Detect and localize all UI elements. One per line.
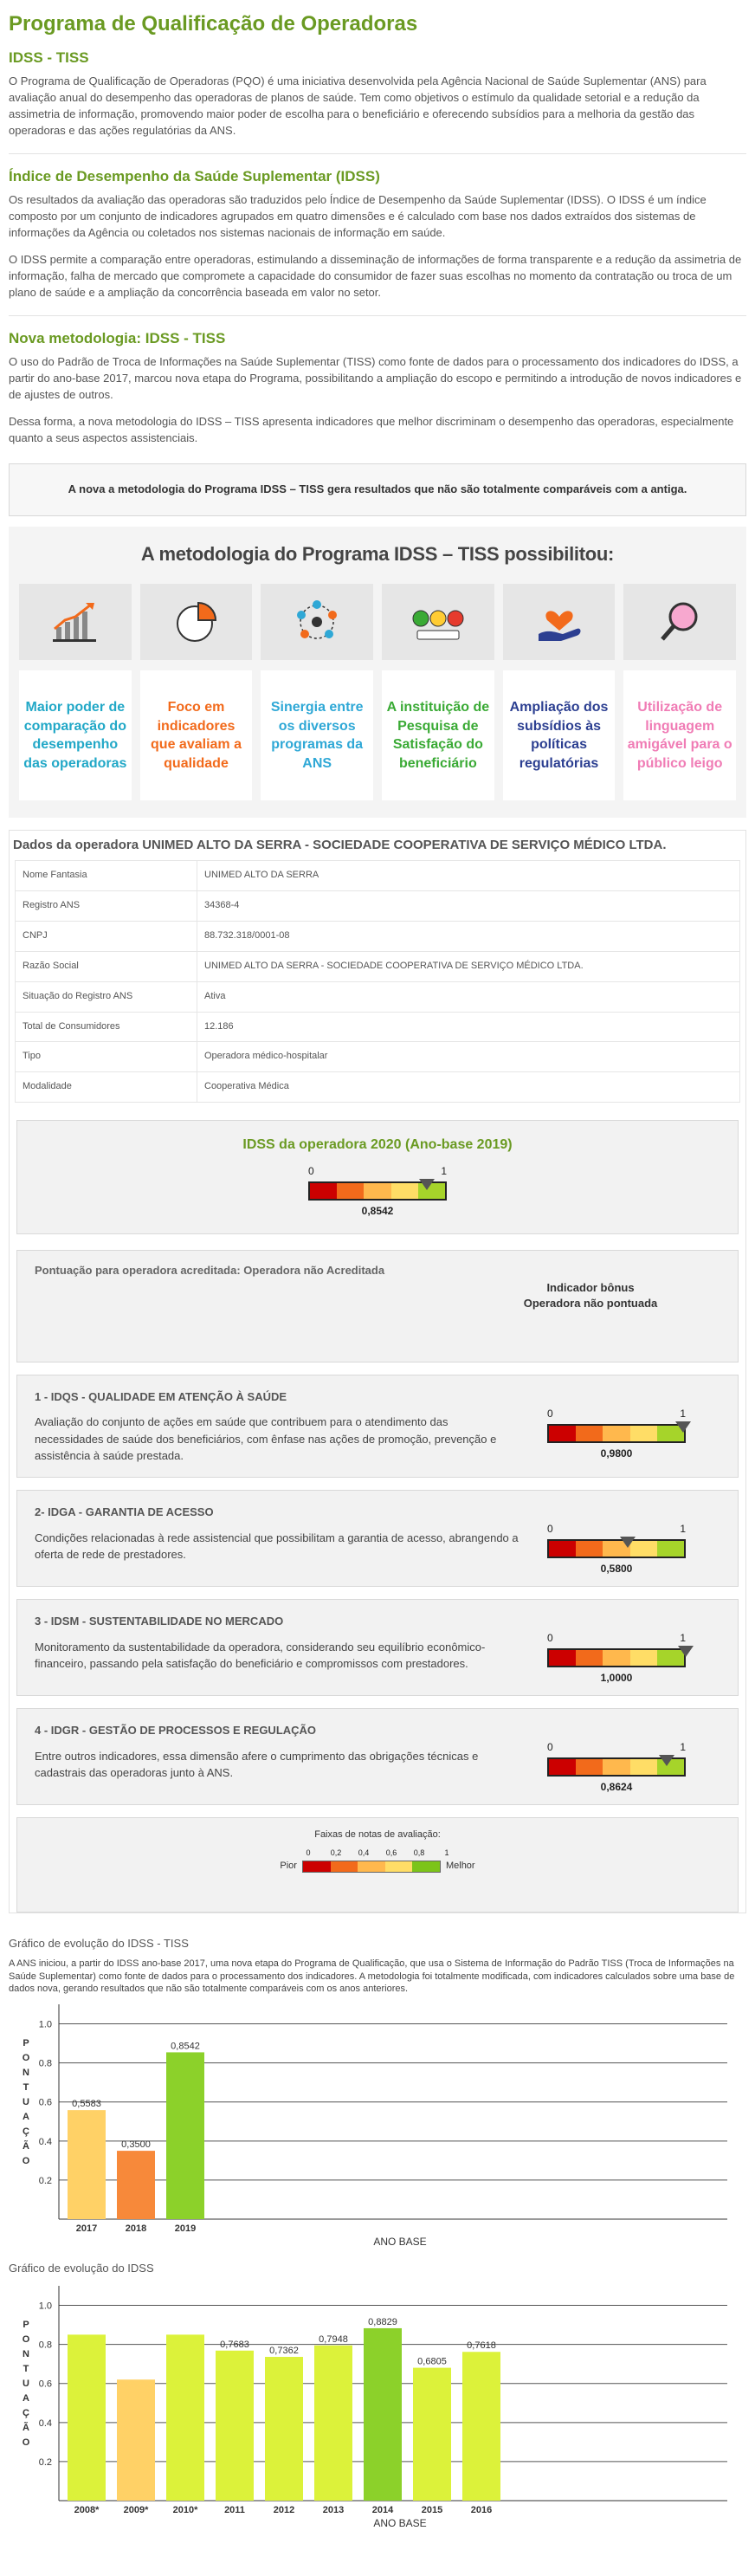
- gauge-segment: [603, 1759, 629, 1775]
- bar: [216, 2351, 254, 2501]
- indicator-title: 4 - IDGR - GESTÃO DE PROCESSOS E REGULAÇÃO: [35, 1723, 317, 1737]
- gauge-pointer-icon: [419, 1179, 435, 1190]
- worse-label: Pior: [280, 1860, 297, 1871]
- x-tick-label: 2019: [174, 2223, 197, 2235]
- indicator-gauge: [547, 1740, 686, 1792]
- y-axis-label: P: [23, 2038, 29, 2049]
- gauge-bar: [547, 1424, 686, 1443]
- operator-table: [15, 860, 740, 1104]
- gauge-min-label: 0: [547, 1522, 553, 1535]
- indicator-gauge: [547, 1407, 686, 1459]
- x-tick-label: 2017: [75, 2223, 98, 2235]
- rating-bands-title: Faixas de notas de avaliação:: [314, 1828, 441, 1840]
- row-value: 34368-4: [197, 890, 740, 921]
- y-axis-label: O: [22, 2156, 30, 2167]
- bar-value-label: 0,5583: [72, 2099, 101, 2110]
- bar: [462, 2352, 500, 2501]
- band-segment: [358, 1861, 385, 1872]
- divider: [9, 153, 746, 154]
- growth-chart-icon: [19, 584, 132, 660]
- band-segment: [385, 1861, 413, 1872]
- y-tick-label: 1.0: [38, 2301, 52, 2312]
- section-title: Nova metodologia: IDSS - TISS: [9, 329, 226, 346]
- y-tick-label: 0.2: [38, 2176, 52, 2187]
- indicator-idga: [16, 1490, 739, 1587]
- x-tick-label: 2014: [371, 2504, 394, 2515]
- x-tick-label: 2013: [322, 2504, 345, 2515]
- idss-title: IDSS da operadora 2020 (Ano-base 2019): [242, 1137, 513, 1153]
- y-tick-label: 0.6: [38, 2097, 52, 2108]
- chart-title: Gráfico de evolução do IDSS: [9, 2262, 154, 2275]
- y-axis-label: A: [23, 2392, 29, 2404]
- row-value: Ativa: [197, 981, 740, 1012]
- chart-old-section: [9, 2261, 746, 2534]
- gauge-min-label: 0: [547, 1407, 553, 1420]
- row-label: Situação do Registro ANS: [16, 981, 197, 1012]
- pie-chart-icon: [140, 584, 253, 660]
- bonus-title: Indicador bônus: [546, 1280, 635, 1294]
- band-tick-label: 0: [306, 1848, 311, 1857]
- x-tick-label: 2011: [224, 2504, 245, 2515]
- row-label: Modalidade: [16, 1072, 197, 1103]
- row-label: Razão Social: [16, 951, 197, 981]
- methodology-banner: [9, 527, 746, 818]
- bar-value-label: 0,6805: [417, 2356, 447, 2367]
- section-paragraph: O IDSS permite a comparação entre operadoras, estimulando a disseminação de informações de forma transparente e a redução da assimetria de informação, falha de mercado que compromete a capacidade do consumidor de fazer suas escolhas no momento da contratação ou troca de um plano de saúde e a ampliação da concorrência baseada em valor no setor.: [9, 252, 742, 299]
- gauge-value: 0,8542: [361, 1204, 394, 1217]
- x-tick-label: 2016: [470, 2504, 493, 2515]
- methodology-notice: A nova a metodologia do Programa IDSS – TISS gera resultados que não são totalmente comparáveis com a antiga.: [9, 463, 746, 516]
- benefit-friendly-language: Utilização de linguagem amigável para o público leigo: [623, 670, 736, 800]
- y-axis-label: N: [23, 2348, 29, 2359]
- indicator-gauge: [547, 1522, 686, 1574]
- x-tick-label: 2008*: [74, 2504, 100, 2515]
- gauge-value: 0,8624: [600, 1780, 633, 1793]
- section-title: IDSS - TISS: [9, 49, 89, 66]
- y-tick-label: 0.2: [38, 2456, 52, 2468]
- table-row: [16, 981, 740, 1012]
- y-axis-label: O: [22, 2053, 30, 2064]
- indicator-desc: Entre outros indicadores, essa dimensão afere o cumprimento das obrigações técnicas e cadastrais das operadoras junto à ANS.: [35, 1749, 479, 1780]
- indicator-idqs: [16, 1375, 739, 1478]
- bar: [314, 2346, 352, 2501]
- chart-desc: A ANS iniciou, a partir do IDSS ano-base 2017, uma nova etapa do Programa de Qualificação, que usa o Sistema de Informação do Padrão TISS (Troca de Informações na Saúde Suplementar) como fonte de dados para o processamento dos indicadores. A metodologia foi totalmente modificada, com indicadores calculados sobre uma base de dados nova, gerando resultados que não são totalmente comparáveis com os anos anteriores.: [9, 1958, 735, 1995]
- gauge-min-label: 0: [547, 1740, 553, 1753]
- indicator-desc: Avaliação do conjunto de ações em saúde que contribuem para o atendimento das necessidades de saúde dos beneficiários, com ênfase nas ações de promoção, prevenção e assistência à saúde prestada.: [35, 1415, 497, 1463]
- table-row: [16, 860, 740, 890]
- indicator-desc: Monitoramento da sustentabilidade da operadora, considerando seu equilíbrio econômico-financeiro, passando pela satisfação do beneficiário e compromissos com prestadores.: [35, 1640, 486, 1671]
- pontuacao-box: [16, 1250, 739, 1362]
- gauge-segment: [337, 1183, 364, 1199]
- row-value: UNIMED ALTO DA SERRA: [197, 860, 740, 890]
- gauge-max-label: 1: [680, 1407, 686, 1420]
- benefit-comparison: Maior poder de comparação do desempenho das operadoras: [19, 670, 132, 800]
- band-segment: [331, 1861, 358, 1872]
- bar: [413, 2368, 451, 2501]
- better-label: Melhor: [445, 1860, 475, 1871]
- section-paragraph: Os resultados da avaliação das operadoras são traduzidos pelo Índice de Desempenho da Saúde Suplementar (IDSS). O IDSS é um índice composto por um conjunto de indicadores agrupados em quatro dimensões e é calculado com base nos dados extraídos dos sistemas de informações da Agência ou coletados nos sistemas nacionais de informação em saúde.: [9, 193, 707, 240]
- section-title: Índice de Desempenho da Saúde Suplementar (IDSS): [9, 167, 380, 184]
- indicator-title: 3 - IDSM - SUSTENTABILIDADE NO MERCADO: [35, 1614, 284, 1628]
- gauge-pointer-icon: [678, 1646, 694, 1657]
- y-tick-label: 1.0: [38, 2019, 52, 2030]
- indicator-desc: Condições relacionadas à rede assistencial que possibilitam a garantia de acesso, abrangendo a oferta de rede de prestadores.: [35, 1531, 519, 1562]
- page-title: Programa de Qualificação de Operadoras: [9, 12, 418, 36]
- y-axis-label: Ç: [23, 2407, 29, 2418]
- gauge-value: 0,5800: [600, 1562, 633, 1575]
- bar: [68, 2110, 106, 2219]
- gauge-min-label: 0: [308, 1164, 314, 1177]
- gauge-segment: [630, 1759, 657, 1775]
- gauge-segment: [364, 1183, 390, 1199]
- bar-value-label: 0,8542: [171, 2041, 200, 2052]
- row-label: Registro ANS: [16, 890, 197, 921]
- table-row: [16, 951, 740, 981]
- magnifier-icon: [623, 584, 736, 660]
- idss-gauge: [308, 1164, 447, 1216]
- bar-value-label: 0,7618: [467, 2340, 496, 2352]
- y-axis-label: A: [23, 2112, 29, 2123]
- gauge-max-label: 1: [441, 1164, 447, 1177]
- bar: [117, 2151, 155, 2219]
- indicator-gauge: [547, 1631, 686, 1683]
- table-row: [16, 1042, 740, 1072]
- y-tick-label: 0.6: [38, 2379, 52, 2390]
- y-axis-label: T: [23, 2082, 29, 2094]
- band-tick-label: 0,6: [385, 1848, 397, 1857]
- bar: [265, 2357, 303, 2501]
- y-axis-label: T: [23, 2363, 29, 2374]
- satisfaction-faces-icon: [382, 584, 494, 660]
- y-axis-label: O: [22, 2333, 30, 2345]
- row-label: Total de Consumidores: [16, 1012, 197, 1042]
- row-value: 88.732.318/0001-08: [197, 921, 740, 951]
- row-label: Tipo: [16, 1042, 197, 1072]
- section-paragraph: O Programa de Qualificação de Operadoras (PQO) é uma iniciativa desenvolvida pela Agência Nacional de Saúde Suplementar (ANS) para avaliação anual do desempenho das operadoras de planos de saúde. Tem como objetivos o estímulo da qualidade setorial e a redução da assimetria de informação, promovendo maior poder de escolha para o beneficiário e oferecendo subsídios para a melhoria da gestão das operadoras e das ações regulatórias da ANS.: [9, 74, 707, 137]
- gauge-segment: [630, 1650, 657, 1666]
- gauge-bar: [547, 1648, 686, 1667]
- bar: [166, 2334, 204, 2501]
- table-row: [16, 921, 740, 951]
- indicator-idgr: [16, 1708, 739, 1805]
- x-tick-label: 2009*: [123, 2504, 149, 2515]
- gauge-segment: [657, 1541, 684, 1557]
- chart-title: Gráfico de evolução do IDSS - TISS: [9, 1936, 189, 1950]
- gauge-segment: [576, 1426, 603, 1441]
- section-paragraph: Dessa forma, a nova metodologia do IDSS – TISS apresenta indicadores que melhor discriminam o desempenho das operadoras, especialmente quanto a seus aspectos assistenciais.: [9, 414, 734, 444]
- y-axis-label: U: [23, 2097, 29, 2108]
- row-value: Cooperativa Médica: [197, 1072, 740, 1103]
- y-axis-label: Ã: [23, 2422, 29, 2433]
- x-tick-label: 2018: [125, 2223, 147, 2235]
- gauge-value: 0,9800: [600, 1447, 633, 1460]
- gauge-segment: [576, 1759, 603, 1775]
- benefit-satisfaction-survey: A instituição de Pesquisa de Satisfação do beneficiário: [382, 670, 494, 800]
- gauge-pointer-icon: [675, 1421, 691, 1433]
- y-axis-label: Ã: [23, 2141, 29, 2152]
- banner-icons: [19, 584, 736, 660]
- gauge-segment: [310, 1183, 337, 1199]
- y-tick-label: 0.8: [38, 2058, 52, 2069]
- gauge-segment: [549, 1759, 576, 1775]
- band-tick-label: 0,8: [413, 1848, 425, 1857]
- y-axis-label: U: [23, 2378, 29, 2389]
- x-tick-label: 2015: [421, 2504, 443, 2515]
- section-idss-tiss: [9, 48, 746, 139]
- bar-value-label: 0,7948: [319, 2333, 348, 2345]
- people-network-icon: [261, 584, 373, 660]
- bonus-indicator: [495, 1280, 686, 1349]
- rating-bands-bar: [302, 1861, 441, 1873]
- bar: [68, 2334, 106, 2501]
- benefit-quality-focus: Foco em indicadores que avaliam a qualidade: [140, 670, 253, 800]
- idss-summary: [16, 1120, 739, 1233]
- x-tick-label: 2010*: [172, 2504, 198, 2515]
- gauge-segment: [391, 1183, 418, 1199]
- chart-tiss-section: [9, 1936, 746, 2252]
- band-tick-label: 0,4: [358, 1848, 370, 1857]
- y-axis-label: Ç: [23, 2126, 29, 2138]
- y-axis-label: N: [23, 2068, 29, 2079]
- pontuacao-label: Pontuação para operadora acreditada: Operadora não Acreditada: [35, 1263, 385, 1277]
- band-segment: [303, 1861, 331, 1872]
- gauge-segment: [603, 1426, 629, 1441]
- bar: [364, 2328, 402, 2501]
- gauge-max-label: 1: [680, 1522, 686, 1535]
- table-row: [16, 890, 740, 921]
- gauge-max-label: 1: [680, 1740, 686, 1753]
- operator-panel: [9, 830, 746, 1913]
- gauge-segment: [549, 1426, 576, 1441]
- gauge-segment: [576, 1541, 603, 1557]
- benefit-regulatory-support: Ampliação dos subsídios às políticas regulatórias: [503, 670, 616, 800]
- section-indice: [9, 166, 746, 301]
- gauge-max-label: 1: [680, 1631, 686, 1644]
- band-tick-label: 1: [444, 1848, 449, 1857]
- x-tick-label: 2012: [273, 2504, 295, 2515]
- gauge-pointer-icon: [620, 1537, 636, 1548]
- gauge-min-label: 0: [547, 1631, 553, 1644]
- row-value: UNIMED ALTO DA SERRA - SOCIEDADE COOPERATIVA DE SERVIÇO MÉDICO LTDA.: [197, 951, 740, 981]
- bar: [117, 2379, 155, 2501]
- band-tick-label: 0,2: [330, 1848, 342, 1857]
- gauge-segment: [630, 1426, 657, 1441]
- rating-bands: [16, 1817, 739, 1913]
- operator-title: Dados da operadora UNIMED ALTO DA SERRA - SOCIEDADE COOPERATIVA DE SERVIÇO MÉDICO LTDA.: [13, 838, 667, 853]
- bar-value-label: 0,7362: [269, 2345, 299, 2356]
- indicator-title: 1 - IDQS - QUALIDADE EM ATENÇÃO À SAÚDE: [35, 1389, 287, 1403]
- gauge-segment: [549, 1650, 576, 1666]
- y-tick-label: 0.8: [38, 2340, 52, 2351]
- idss-chart: [9, 2277, 746, 2528]
- section-paragraph: O uso do Padrão de Troca de Informações na Saúde Suplementar (TISS) como fonte de dados para o processamento dos indicadores do IDSS, a partir do ano-base 2017, marcou nova etapa do Programa, possibilitando a ampliação do escopo e permitindo a introdução de novos indicadores e de ajustes de outros.: [9, 355, 742, 401]
- table-row: [16, 1072, 740, 1103]
- table-row: [16, 1012, 740, 1042]
- hand-heart-icon: [503, 584, 616, 660]
- x-axis-label: ANO BASE: [373, 2236, 427, 2248]
- gauge-bar: [547, 1539, 686, 1558]
- indicator-title: 2- IDGA - GARANTIA DE ACESSO: [35, 1505, 214, 1518]
- row-value: 12.186: [197, 1012, 740, 1042]
- x-axis-label: ANO BASE: [373, 2516, 427, 2528]
- divider: [9, 315, 746, 316]
- bar-value-label: 0,7683: [220, 2339, 249, 2350]
- y-tick-label: 0.4: [38, 2137, 52, 2148]
- indicator-idsm: [16, 1599, 739, 1696]
- banner-texts: [19, 670, 736, 800]
- y-tick-label: 0.4: [38, 2417, 52, 2429]
- row-value: Operadora médico-hospitalar: [197, 1042, 740, 1072]
- gauge-pointer-icon: [659, 1755, 674, 1766]
- row-label: Nome Fantasia: [16, 860, 197, 890]
- gauge-segment: [576, 1650, 603, 1666]
- y-axis-label: P: [23, 2319, 29, 2330]
- idss-tiss-chart: [9, 1996, 746, 2247]
- banner-title: A metodologia do Programa IDSS – TISS possibilitou:: [140, 543, 615, 566]
- gauge-value: 1,0000: [600, 1671, 633, 1684]
- bonus-value: Operadora não pontuada: [523, 1297, 658, 1311]
- benefit-synergy: Sinergia entre os diversos programas da ANS: [261, 670, 373, 800]
- bar-value-label: 0,3500: [121, 2139, 151, 2151]
- y-axis-label: O: [22, 2437, 30, 2448]
- row-label: CNPJ: [16, 921, 197, 951]
- gauge-segment: [549, 1541, 576, 1557]
- band-segment: [412, 1861, 440, 1872]
- gauge-segment: [603, 1650, 629, 1666]
- bar-value-label: 0,8829: [368, 2316, 397, 2327]
- bar: [166, 2053, 204, 2220]
- section-nova-metodologia: [9, 328, 746, 447]
